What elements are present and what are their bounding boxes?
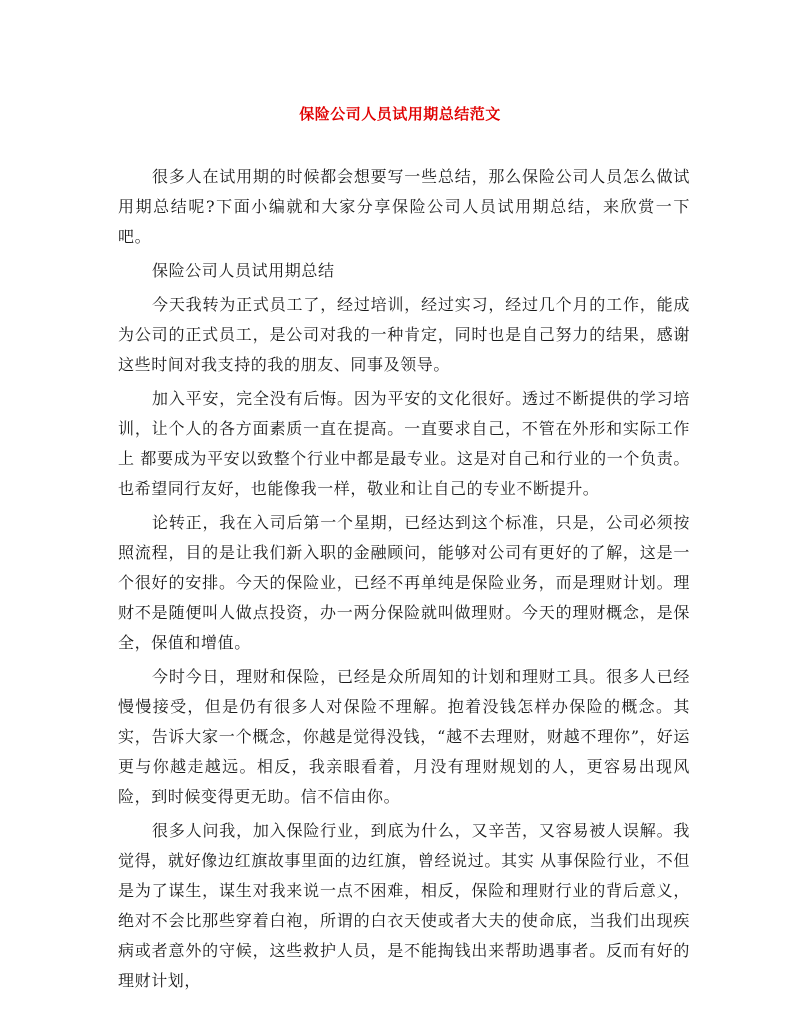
document-title: 保险公司人员试用期总结范文 xyxy=(299,105,501,123)
paragraph-5: 很多人问我，加入保险行业，到底为什么，又辛苦，又容易被人误解。我觉得，就好像边红旗故事里面的边红旗，曾经说过。其实 从事保险行业，不但是为了谋生，谋生对我来说一点不困难，相反，保险和理财行业的背后意义，绝对不会比那些穿着白袍，所谓的白衣天使或者大夫的使命底，当我们出现疾病或者意外的守候，这些救护人员，是不能掏钱出来帮助遇事者。反而有好的理财计划， xyxy=(118,821,690,990)
paragraph-4: 今时今日，理财和保险，已经是众所周知的计划和理财工具。很多人已经慢慢接受，但是仍有很多人对保险不理解。抱着没钱怎样办保险的概念。其实，告诉大家一个概念，你越是觉得没钱，“越不去理财，财越不理你”，好运更与你越走越远。相反，我亲眼看着，月没有理财规划的人，更容易出现风险，到时候变得更无助。信不信由你。 xyxy=(118,667,690,806)
paragraph-2: 加入平安，完全没有后悔。因为平安的文化很好。透过不断提供的学习培训，让个人的各方面素质一直在提高。一直要求自己，不管在外形和实际工作上 都要成为平安以致整个行业中都是最专业。这是对自己和行业的一个负责。也希望同行友好，也能像我一样，敬业和让自己的专业不断提升。 xyxy=(118,389,690,498)
paragraph-intro: 很多人在试用期的时候都会想要写一些总结，那么保险公司人员怎么做试用期总结呢?下面小编就和大家分享保险公司人员试用期总结，来欣赏一下吧。 xyxy=(118,167,690,246)
section-heading: 保险公司人员试用期总结 xyxy=(152,261,335,280)
paragraph-3: 论转正，我在入司后第一个星期，已经达到这个标准，只是，公司必须按照流程，目的是让我们新入职的金融顾问，能够对公司有更好的了解，这是一个很好的安排。今天的保险业，已经不再单纯是保险业务，而是理财计划。理财不是随便叫人做点投资，办一两分保险就叫做理财。今天的理财概念，是保全，保值和增值。 xyxy=(118,513,690,652)
document-body xyxy=(118,162,690,1000)
paragraph-1: 今天我转为正式员工了，经过培训，经过实习，经过几个月的工作，能成为公司的正式员工，是公司对我的一种肯定，同时也是自己努力的结果，感谢这些时间对我支持的我的朋友、同事及领导。 xyxy=(118,295,690,374)
